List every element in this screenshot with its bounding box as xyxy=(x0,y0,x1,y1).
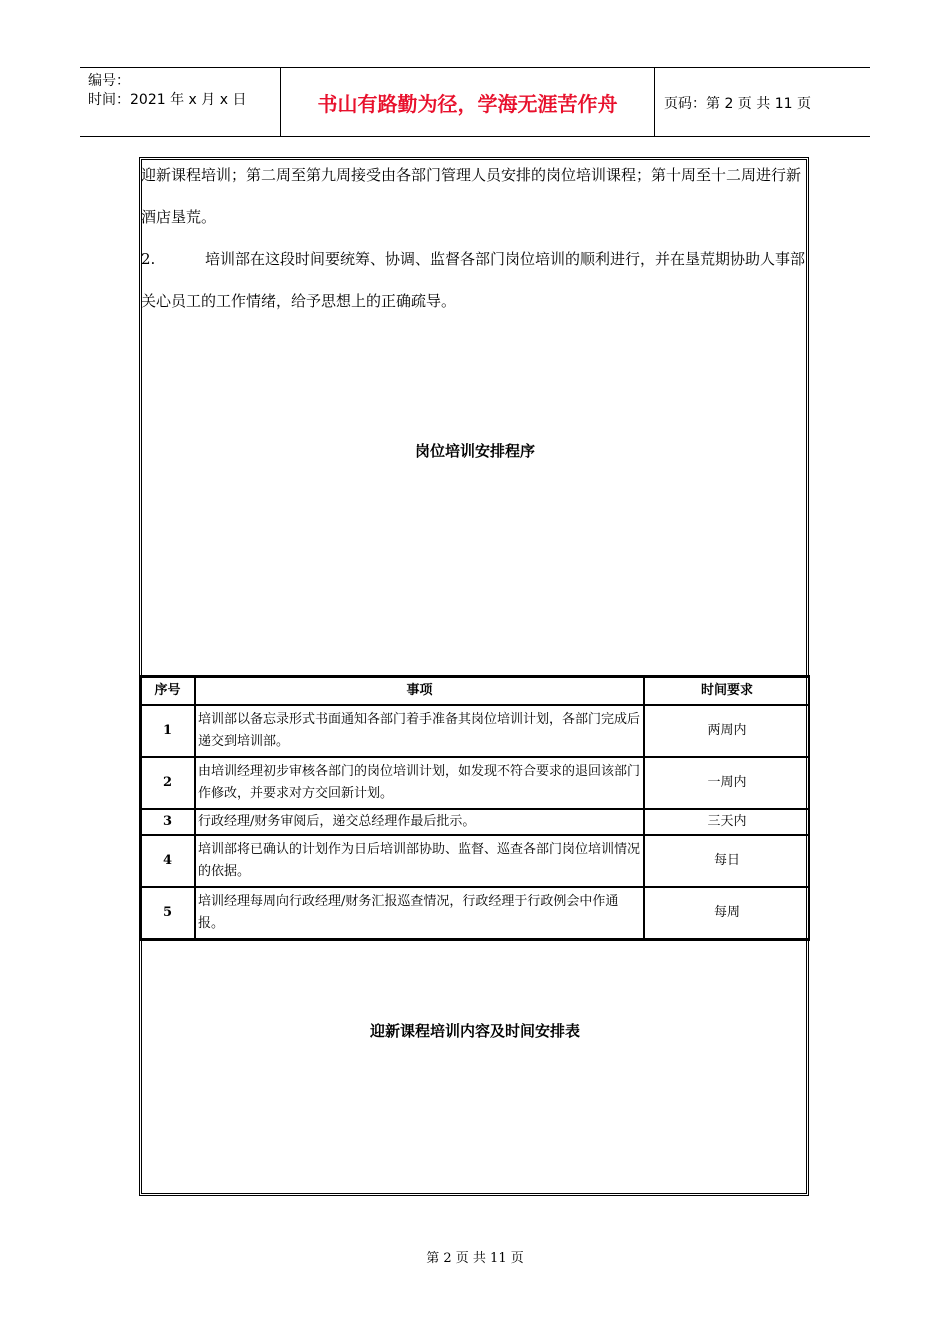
row-number: 4 xyxy=(140,835,195,887)
row-number: 1 xyxy=(140,705,195,757)
page-footer: 第 2 页 共 11 页 xyxy=(426,1251,524,1266)
paragraph-1: 迎新课程培训；第二周至第九周接受由各部门管理人员安排的岗位培训课程；第十周至十二周进行新酒店垦荒。 xyxy=(141,166,802,226)
page-header xyxy=(80,67,870,137)
row-number: 2 xyxy=(140,757,195,809)
row-time: 一周内 xyxy=(644,757,810,809)
row-number: 5 xyxy=(140,887,195,939)
header-cell-number: 序号 xyxy=(140,677,195,705)
row-item: 培训经理每周向行政经理/财务汇报巡查情况，行政经理于行政例会中作通报。 xyxy=(195,887,644,939)
section-title-orientation-schedule: 迎新课程培训内容及时间安排表 xyxy=(369,1022,580,1040)
header-cell-item: 事项 xyxy=(195,677,644,705)
table-row xyxy=(140,757,810,809)
header-divider xyxy=(654,68,655,136)
header-meta xyxy=(88,72,246,110)
number-label: 编号： xyxy=(88,73,130,89)
header-cell-time: 时间要求 xyxy=(644,677,810,705)
row-time: 每日 xyxy=(644,835,810,887)
table-header-row xyxy=(140,677,810,705)
section-title-post-training: 岗位培训安排程序 xyxy=(414,442,535,460)
row-item: 由培训经理初步审核各部门的岗位培训计划，如发现不符合要求的退回该部门作修改，并要求对方交回新计划。 xyxy=(195,757,644,809)
header-page-label: 页码：第 2 页 共 11 页 xyxy=(664,96,811,112)
time-label: 时间：2021 年 x 月 x 日 xyxy=(88,92,247,108)
row-number: 3 xyxy=(140,809,195,835)
row-item: 培训部以备忘录形式书面通知各部门着手准备其岗位培训计划，各部门完成后递交到培训部。 xyxy=(195,705,644,757)
table-row xyxy=(140,809,810,835)
table-row xyxy=(140,705,810,757)
paragraph-2 xyxy=(141,238,809,322)
row-time: 每周 xyxy=(644,887,810,939)
row-item: 行政经理/财务审阅后，递交总经理作最后批示。 xyxy=(195,809,644,835)
content-frame xyxy=(139,157,809,1196)
row-item: 培训部将已确认的计划作为日后培训部协助、监督、巡查各部门岗位培训情况的依据。 xyxy=(195,835,644,887)
table-row xyxy=(140,835,810,887)
row-time: 两周内 xyxy=(644,705,810,757)
row-time: 三天内 xyxy=(644,809,810,835)
paragraph-2-text: 培训部在这段时间要统筹、协调、监督各部门岗位培训的顺利进行，并在垦荒期协助人事部关心员工的工作情绪，给予思想上的正确疏导。 xyxy=(141,250,806,310)
table-row xyxy=(140,887,810,939)
header-motto: 书山有路勤为径，学海无涯苦作舟 xyxy=(317,92,618,116)
training-procedure-table xyxy=(140,675,810,941)
paragraph-2-number: 2. xyxy=(141,250,156,268)
